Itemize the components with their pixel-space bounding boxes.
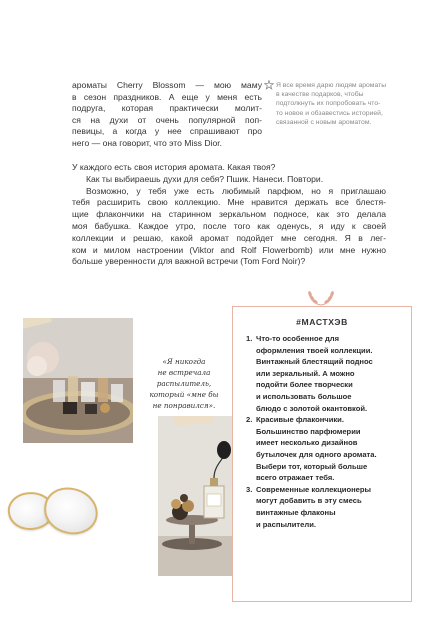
top-paragraph xyxy=(72,80,262,150)
tip-line: и использовать большое xyxy=(256,391,352,401)
side-note xyxy=(264,81,412,127)
note-line: то новое и обзавестись историей, xyxy=(276,109,383,117)
tip-line: Современные коллекционеры xyxy=(256,484,372,494)
text-line: коллекции и решаю, какой аромат подойдет мне сегодня. Я в лег- xyxy=(72,232,386,243)
quote xyxy=(138,356,230,411)
note-line: Я все время дарю людям ароматы xyxy=(276,82,387,89)
text-line: певицы, а когда у нее спрашивают про xyxy=(72,126,262,137)
text-line: него — она говорит, что это Miss Dior. xyxy=(72,137,223,148)
text-line: больше уверенности для важной встречи (Tom Ford Noir)? xyxy=(72,256,306,267)
tip-line: и распылители. xyxy=(256,519,316,529)
text-line: Возможно, у тебя уже есть любимый парфюм, но я приглашаю xyxy=(86,185,386,196)
text-line: Как ты выбираешь духи для себя? Пшик. Нанеси. Повтори. xyxy=(86,173,324,184)
tip-number: 1. xyxy=(246,334,253,343)
quote-line: распылитель, xyxy=(156,379,212,388)
note-line: в качестве подарков, чтобы xyxy=(276,91,364,99)
quote-line: не понравился». xyxy=(152,401,216,410)
tip-line: или зеркальный. А можно xyxy=(256,368,355,378)
quote-line: не встречала xyxy=(157,368,211,377)
tip-line: оформления твоей коллекции. xyxy=(256,345,373,355)
main-paragraphs xyxy=(72,162,386,268)
tip-line: всего отражает тебя. xyxy=(256,473,335,483)
side-note-text xyxy=(264,81,412,127)
tip-line: Что-то особенное для xyxy=(256,334,340,343)
text-line: У каждого есть своя история аромата. Какая твоя? xyxy=(72,162,276,172)
text-line: тебя расширить свою коллекцию. Мне нравится держать все блестя- xyxy=(72,197,386,208)
text-line: в сезон праздников. А еще у меня есть xyxy=(72,91,262,102)
note-line: связанной с новым ароматом. xyxy=(276,118,372,126)
perfume-tray-photo xyxy=(23,318,133,443)
tip-line: Винтажный блестящий поднос xyxy=(256,357,373,367)
tip-line: бутылочек для одного аромата. xyxy=(256,449,377,459)
tip-list xyxy=(246,333,408,530)
laurel-icon xyxy=(304,288,338,308)
tip-line: Большинство парфюмерии xyxy=(256,426,361,436)
text-line: ароматы Cherry Blossom — мою маму xyxy=(72,80,262,90)
text-line: щие флакончики на старинном зеркальном подносе, как это делала xyxy=(72,209,386,220)
tip-number: 3. xyxy=(246,484,253,494)
tip-item xyxy=(246,414,408,484)
quote-line: который «мне бы xyxy=(149,390,219,399)
atomizer-photo xyxy=(158,416,234,576)
tip-line: имеет несколько дизайнов xyxy=(256,438,358,448)
tip-line: винтажные флаконы xyxy=(256,507,336,517)
tip-item xyxy=(246,333,408,414)
text-line: ся на духи от очень популярной поп- xyxy=(72,114,262,125)
tip-line: Выбери тот, который больше xyxy=(256,461,368,471)
text-line: моя бабушка. Каждое утро, после того как оденусь, я иду к своей xyxy=(72,220,386,231)
tip-line: могут добавить в эту смесь xyxy=(256,496,362,506)
tip-line: блюдо с золотой окантовкой. xyxy=(256,403,368,413)
star-icon xyxy=(264,80,274,92)
tip-line: Красивые флакончики. xyxy=(256,415,344,425)
text-line: подруга, которая практически молит- xyxy=(72,103,262,114)
quote-line: «Я никогда xyxy=(162,357,206,366)
tip-number: 2. xyxy=(246,415,253,425)
note-line: подтолкнуть их попробовать что- xyxy=(276,100,381,108)
tip-item xyxy=(246,484,408,530)
text-line: ком и милом настроении (Viktor and Rolf Flowerbomb) или мне нужно xyxy=(72,244,386,255)
tip-line: подойти более творчески xyxy=(256,380,353,390)
agate-coaster xyxy=(40,484,101,539)
box-title: #МАСТХЭВ xyxy=(296,317,348,327)
